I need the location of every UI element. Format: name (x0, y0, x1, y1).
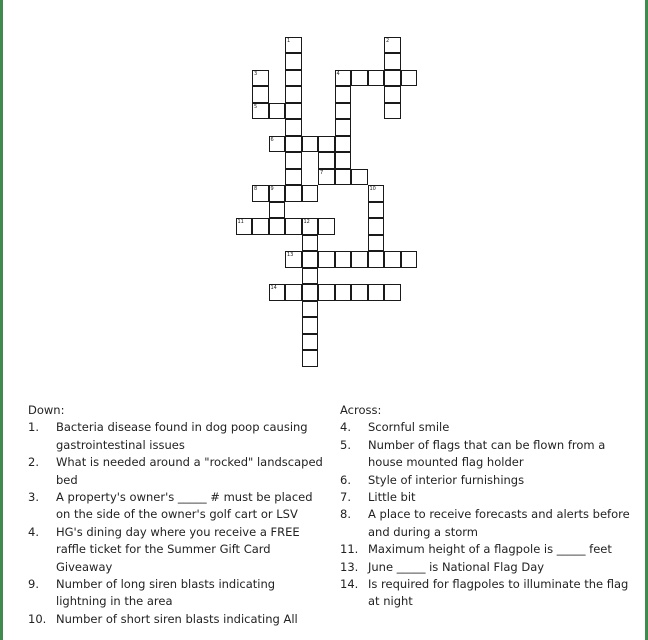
crossword-cell[interactable] (285, 103, 302, 120)
crossword-cell[interactable] (269, 103, 286, 120)
clue-number: 7 (320, 169, 324, 176)
clue-number: 1 (287, 37, 291, 44)
down-clue-list (28, 419, 328, 628)
clue-number: 14 (270, 285, 277, 291)
clue-text: Bacteria disease found in dog poop causing gastrointestinal issues (56, 420, 308, 452)
clue-text: Style of interior furnishings (368, 472, 525, 487)
clue-text: Is required for flagpoles to illuminate the flag at night (368, 577, 629, 609)
crossword-cell[interactable] (285, 169, 302, 186)
clue-number: 4 (336, 70, 340, 77)
across-heading: Across: (340, 403, 382, 417)
crossword-cell[interactable] (252, 218, 269, 235)
crossword-cell[interactable] (368, 235, 385, 252)
clue-number: 10. (28, 611, 47, 626)
clue-number: 14. (340, 577, 359, 592)
crossword-cell[interactable] (302, 235, 319, 252)
clue-text: Number of short siren blasts indicating All (56, 611, 298, 626)
clue-text: Scornful smile (368, 420, 450, 435)
crossword-cell[interactable] (269, 202, 286, 219)
crossword-cell[interactable] (285, 284, 302, 301)
crossword-cell[interactable] (252, 185, 269, 202)
across-clue (340, 559, 630, 576)
crossword-cell[interactable] (302, 218, 319, 235)
crossword-cell[interactable] (285, 53, 302, 70)
crossword-cell[interactable] (335, 169, 352, 186)
clue-number: 9 (270, 186, 274, 192)
down-clue (28, 454, 328, 489)
crossword-cell[interactable] (384, 284, 401, 301)
crossword-cell[interactable] (285, 218, 302, 235)
crossword-cell[interactable] (302, 317, 319, 334)
clue-number: 10 (369, 186, 376, 192)
crossword-cell[interactable] (335, 119, 352, 136)
down-heading: Down: (28, 403, 65, 417)
clue-number: 6. (340, 472, 351, 487)
crossword-cell[interactable] (384, 37, 401, 54)
crossword-cell[interactable] (368, 70, 385, 87)
down-clue (28, 419, 328, 454)
across-clue (340, 541, 630, 558)
down-clue (28, 489, 328, 524)
crossword-cell[interactable] (401, 70, 418, 87)
clue-number: 11 (237, 219, 244, 225)
clue-number: 5 (254, 103, 258, 110)
crossword-cell[interactable] (302, 251, 319, 268)
clue-number: 12 (303, 219, 310, 225)
clue-number: 5. (340, 437, 351, 452)
clue-text: June _____ is National Flag Day (368, 559, 545, 574)
clue-number: 7. (340, 490, 351, 505)
crossword-cell[interactable] (368, 185, 385, 202)
crossword-cell[interactable] (252, 70, 269, 87)
crossword-cell[interactable] (384, 53, 401, 70)
crossword-cell[interactable] (269, 218, 286, 235)
crossword-cell[interactable] (335, 152, 352, 169)
crossword-cell[interactable] (368, 251, 385, 268)
crossword-cell[interactable] (335, 86, 352, 103)
crossword-cell[interactable] (318, 136, 335, 153)
crossword-cell[interactable] (335, 251, 352, 268)
crossword-cell[interactable] (351, 251, 368, 268)
crossword-cell[interactable] (384, 70, 401, 87)
clue-text: Maximum height of a flagpole is _____ feet (368, 542, 612, 557)
crossword-cell[interactable] (269, 185, 286, 202)
crossword-cell[interactable] (302, 350, 319, 367)
crossword-cell[interactable] (318, 152, 335, 169)
clue-number: 11. (340, 542, 359, 557)
down-clue (28, 524, 328, 576)
crossword-cell[interactable] (252, 86, 269, 103)
clue-number: 8 (254, 186, 258, 192)
clue-number: 9. (28, 577, 39, 592)
clue-number: 3. (28, 490, 39, 505)
crossword-cell[interactable] (285, 37, 302, 54)
crossword-cell[interactable] (368, 202, 385, 219)
down-clues (28, 402, 328, 628)
clue-text: A property's owner's _____ # must be placed on the side of the owner's golf cart or LSV (56, 490, 313, 522)
across-clue (340, 437, 630, 472)
crossword-cell[interactable] (368, 218, 385, 235)
clue-number: 2. (28, 455, 39, 470)
across-clue (340, 419, 630, 436)
crossword-cell[interactable] (285, 86, 302, 103)
clue-number: 13 (287, 252, 294, 258)
crossword-cell[interactable] (318, 218, 335, 235)
clue-text: What is needed around a "rocked" landscaped bed (56, 455, 323, 487)
down-clue (28, 576, 328, 611)
crossword-cell[interactable] (384, 103, 401, 120)
crossword-cell[interactable] (335, 70, 352, 87)
crossword-cell[interactable] (318, 284, 335, 301)
crossword-cell[interactable] (302, 136, 319, 153)
down-clue (28, 611, 328, 628)
clue-number: 4. (28, 524, 39, 539)
crossword-cell[interactable] (351, 169, 368, 186)
crossword-cell[interactable] (285, 152, 302, 169)
crossword-cell[interactable] (252, 103, 269, 120)
crossword-cell[interactable] (335, 103, 352, 120)
crossword-cell[interactable] (302, 334, 319, 351)
clue-text: HG's dining day where you receive a FREE raffle ticket for the Summer Gift Card Giveaway (56, 524, 300, 574)
clue-number: 8. (340, 507, 351, 522)
clue-number: 6 (270, 136, 274, 143)
crossword-cell[interactable] (351, 284, 368, 301)
crossword-cell[interactable] (318, 169, 335, 186)
across-clue (340, 576, 630, 611)
crossword-cell[interactable] (285, 136, 302, 153)
crossword-cell[interactable] (285, 251, 302, 268)
crossword-cell[interactable] (302, 268, 319, 285)
crossword-cell[interactable] (335, 136, 352, 153)
crossword-cell[interactable] (285, 185, 302, 202)
clue-number: 1. (28, 420, 39, 435)
crossword-cell[interactable] (401, 251, 418, 268)
crossword-cell[interactable] (318, 251, 335, 268)
clue-number: 3 (254, 70, 258, 77)
across-clue-list (340, 419, 630, 610)
crossword-cell[interactable] (269, 136, 286, 153)
crossword-cell[interactable] (285, 70, 302, 87)
crossword-cell[interactable] (384, 251, 401, 268)
crossword-cell[interactable] (302, 284, 319, 301)
clue-text: Little bit (368, 490, 416, 505)
clue-text: Number of flags that can be flown from a house mounted flag holder (368, 437, 606, 470)
across-clue (340, 472, 630, 489)
clue-number: 4. (340, 420, 351, 435)
crossword-cell[interactable] (384, 86, 401, 103)
clue-text: Number of long siren blasts indicating lightning in the area (56, 577, 276, 609)
clue-number: 13. (340, 559, 359, 574)
crossword-cell[interactable] (285, 119, 302, 136)
crossword-cell[interactable] (302, 301, 319, 318)
crossword-cell[interactable] (335, 284, 352, 301)
crossword-cell[interactable] (302, 185, 319, 202)
crossword-cell[interactable] (236, 218, 253, 235)
crossword-cell[interactable] (269, 284, 286, 301)
clue-number: 2 (386, 37, 390, 44)
across-clue (340, 506, 630, 541)
clue-text: A place to receive forecasts and alerts before and during a storm (368, 507, 630, 539)
crossword-cell[interactable] (368, 284, 385, 301)
across-clues (340, 402, 630, 611)
crossword-cell[interactable] (351, 70, 368, 87)
across-clue (340, 489, 630, 506)
